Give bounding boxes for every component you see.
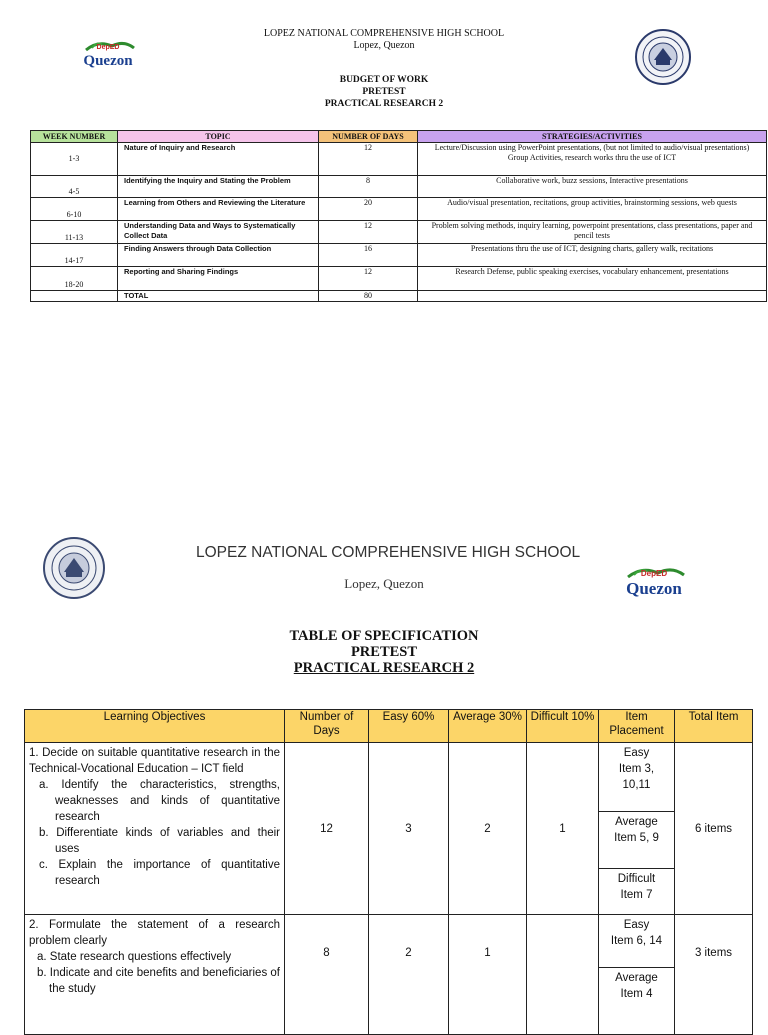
total-row xyxy=(31,291,767,302)
week-cell: 14-17 xyxy=(31,244,118,267)
strategies-cell: Audio/visual presentation, recitations, group activities, brainstorming sessions, web quests xyxy=(418,198,767,221)
days-cell: 12 xyxy=(319,267,418,291)
school-header xyxy=(0,28,768,52)
item-placement-cell xyxy=(599,915,675,1035)
easy-cell: 2 xyxy=(369,915,449,1035)
school-location: Lopez, Quezon xyxy=(353,40,415,51)
average-cell: 2 xyxy=(449,743,527,915)
strategies-cell: Lecture/Discussion using PowerPoint presentations, (but not limited to audio/visual presentations) Group Activities, research works thru the use of ICT xyxy=(418,143,767,176)
logo-tag: DepED xyxy=(96,44,120,51)
header-strategies: STRATEGIES/ACTIVITIES xyxy=(418,131,767,143)
table-row xyxy=(25,743,753,915)
average-cell: 1 xyxy=(449,915,527,1035)
strategies-cell: Problem solving methods, inquiry learning, powerpoint presentations, class presentations, paper and pencil tests xyxy=(418,221,767,244)
placement-easy: Easy Item 3, 10,11 xyxy=(599,743,674,812)
objective-text: 1. Decide on suitable quantitative research in the Technical-Vocational Education – ICT field xyxy=(29,747,280,775)
school-name: LOPEZ NATIONAL COMPREHENSIVE HIGH SCHOOL xyxy=(263,28,505,39)
days-cell: 8 xyxy=(285,915,369,1035)
sub-objective: b. Indicate and cite benefits and beneficiaries of the study xyxy=(37,967,280,995)
topic-cell: Finding Answers through Data Collection xyxy=(118,244,319,267)
sub-objective: a. State research questions effectively xyxy=(37,951,232,963)
header-week-number: WEEK NUMBER xyxy=(31,131,118,143)
days-cell: 20 xyxy=(319,198,418,221)
topic-cell: Reporting and Sharing Findings xyxy=(118,267,319,291)
objective-cell xyxy=(25,915,285,1035)
week-cell: 6-10 xyxy=(31,198,118,221)
strategies-cell: Research Defense, public speaking exercises, vocabulary enhancement, presentations xyxy=(418,267,767,291)
placement-easy: Easy Item 6, 14 xyxy=(599,915,674,968)
week-cell: 11-13 xyxy=(31,221,118,244)
title-line: PRETEST xyxy=(350,644,418,660)
sub-objective: a. Identify the characteristics, strengths, weaknesses and kinds of quantitative research xyxy=(39,779,280,823)
topic-cell: Understanding Data and Ways to Systematically Collect Data xyxy=(118,221,319,244)
table-row xyxy=(31,267,767,291)
table-row xyxy=(31,176,767,198)
week-cell xyxy=(31,291,118,302)
days-cell: 12 xyxy=(319,221,418,244)
total-days: 80 xyxy=(319,291,418,302)
title-line: PRACTICAL RESEARCH 2 xyxy=(324,99,444,109)
document-title xyxy=(0,74,768,110)
header-total-item: Total Item xyxy=(675,710,753,743)
table-of-specification-page xyxy=(0,520,768,1024)
total-cell: 3 items xyxy=(675,915,753,1035)
document-title xyxy=(0,628,768,676)
title-line: TABLE OF SPECIFICATION xyxy=(289,628,479,644)
strategies-cell: Collaborative work, buzz sessions, Interactive presentations xyxy=(418,176,767,198)
week-cell: 18-20 xyxy=(31,267,118,291)
deped-quezon-logo xyxy=(620,564,688,600)
header-number-of-days: Number of Days xyxy=(285,710,369,743)
header-item-placement: Item Placement xyxy=(599,710,675,743)
total-label: TOTAL xyxy=(118,291,319,302)
header-learning-objectives: Learning Objectives xyxy=(25,710,285,743)
placement-difficult: Difficult Item 7 xyxy=(617,873,656,901)
days-cell: 16 xyxy=(319,244,418,267)
table-row xyxy=(31,221,767,244)
header-average: Average 30% xyxy=(449,710,527,743)
title-line: BUDGET OF WORK xyxy=(339,75,429,85)
header-easy: Easy 60% xyxy=(369,710,449,743)
difficult-cell xyxy=(527,915,599,1035)
topic-cell: Learning from Others and Reviewing the Literature xyxy=(118,198,319,221)
total-cell: 6 items xyxy=(675,743,753,915)
days-cell: 8 xyxy=(319,176,418,198)
sub-objective: b. Differentiate kinds of variables and their uses xyxy=(39,827,280,855)
sub-objective: c. Explain the importance of quantitative research xyxy=(39,859,280,887)
strategies-cell xyxy=(418,291,767,302)
table-row xyxy=(25,915,753,1035)
school-name: LOPEZ NATIONAL COMPREHENSIVE HIGH SCHOOL xyxy=(196,544,581,561)
title-line: PRETEST xyxy=(362,87,406,97)
table-row xyxy=(31,143,767,176)
school-location: Lopez, Quezon xyxy=(344,576,424,591)
table-row xyxy=(31,198,767,221)
budget-of-work-table xyxy=(30,130,767,302)
header-number-of-days: NUMBER OF DAYS xyxy=(319,131,418,143)
week-cell: 1-3 xyxy=(31,143,118,176)
logo-text: Quezon xyxy=(83,53,133,69)
header-difficult: Difficult 10% xyxy=(527,710,599,743)
objective-cell xyxy=(25,743,285,915)
placement-average: Average Item 4 xyxy=(615,972,658,1000)
title-line: PRACTICAL RESEARCH 2 xyxy=(293,660,475,676)
table-row xyxy=(31,244,767,267)
strategies-cell: Presentations thru the use of ICT, designing charts, gallery walk, recitations xyxy=(418,244,767,267)
topic-cell: Nature of Inquiry and Research xyxy=(118,143,319,176)
difficult-cell: 1 xyxy=(527,743,599,915)
topic-cell: Identifying the Inquiry and Stating the Problem xyxy=(118,176,319,198)
header-topic: TOPIC xyxy=(118,131,319,143)
logo-tag: DepED xyxy=(640,569,668,578)
logo-text: Quezon xyxy=(626,579,682,598)
table-of-specification xyxy=(24,709,753,1035)
item-placement-cell xyxy=(599,743,675,915)
placement-average: Average Item 5, 9 xyxy=(599,812,674,869)
days-cell: 12 xyxy=(285,743,369,915)
budget-of-work-page xyxy=(0,0,768,330)
days-cell: 12 xyxy=(319,143,418,176)
objective-text: 2. Formulate the statement of a research problem clearly xyxy=(29,919,280,947)
week-cell: 4-5 xyxy=(31,176,118,198)
easy-cell: 3 xyxy=(369,743,449,915)
